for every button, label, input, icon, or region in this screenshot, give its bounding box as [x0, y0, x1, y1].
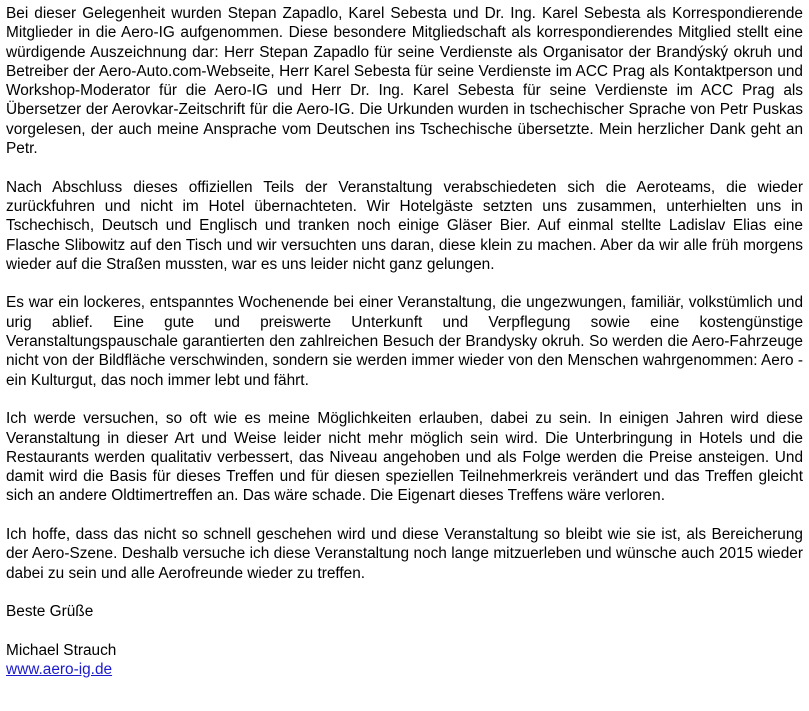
paragraph-weekend-summary: Es war ein lockeres, entspanntes Wochenende bei einer Veranstaltung, die ungezwungen, familiär, volkstümlich und urig ablief. Eine gute und preiswerte Unterkunft und Verpflegung sowie eine kostengünstige Veranstaltungspauschale garantierten den zahlreichen Besuch der Brandysky okruh. So werden die Aero-Fahrzeuge nicht von der Bildfläche verschwinden, sondern sie werden immer wieder von den Menschen wahrgenommen: Aero - ein Kulturgut, das noch immer lebt und fährt.: [6, 294, 803, 389]
paragraph-future-outlook: Ich werde versuchen, so oft wie es meine Möglichkeiten erlauben, dabei zu sein. In einigen Jahren wird diese Veranstaltung in dieser Art und Weise leider nicht mehr möglich sein wird. Die Unterbringung in Hotels und die Restaurants werden qualitativ verbessert, das Niveau angehoben und als Folge werden die Preise ansteigen. Und damit wird die Basis für dieses Treffen und für diesen speziellen Teilnehmerkreis verändert und das Treffen gleicht sich an andere Oldtimertreffen an. Das wäre schade. Die Eigenart dieses Treffens wäre verloren.: [6, 410, 803, 505]
signature-website-link[interactable]: www.aero-ig.de: [6, 661, 113, 679]
document-body: [6, 4, 803, 679]
paragraph-evening-gathering: Nach Abschluss dieses offiziellen Teils der Veranstaltung verabschiedeten sich die Aeroteams, die wieder zurückfuhren und nicht im Hotel übernachteten. Wir Hotelgäste setzten uns zusammen, unterhielten uns in Tschechisch, Deutsch und Englisch und tranken noch einige Gläser Bier. Auf einmal stellte Ladislav Elias eine Flasche Slibowitz auf den Tisch und wir versuchten uns daran, diese klein zu machen. Aber da wir alle früh morgens wieder auf die Straßen mussten, war es uns leider nicht ganz gelungen.: [6, 178, 803, 273]
paragraph-closing-wish: Ich hoffe, dass das nicht so schnell geschehen wird und diese Veranstaltung so bleibt wie sie ist, als Bereicherung der Aero-Szene. Deshalb versuche ich diese Veranstaltung noch lange mitzuerleben und wünsche auch 2015 wieder dabei zu sein und alle Aerofreunde wieder zu treffen.: [6, 526, 803, 582]
closing-greeting: Beste Grüße: [6, 603, 94, 621]
signature-name: Michael Strauch: [6, 641, 117, 659]
paragraph-honorary-members: Bei dieser Gelegenheit wurden Stepan Zapadlo, Karel Sebesta und Dr. Ing. Karel Sebesta als Korrespondierende Mitglieder in die Aero-IG aufgenommen. Diese besondere Mitgliedschaft als korrespondierendes Mitglied stellt eine würdigende Auszeichnung dar: Herr Stepan Zapadlo für seine Verdienste als Organisator der Brandýský okruh und Betreiber der Aero-Auto.com-Webseite, Herr Karel Sebesta für seine Verdienste im ACC Prag als Kontaktperson und Workshop-Moderator für die Aero-IG und Herr Dr. Ing. Karel Sebesta für seine Verdienste im ACC Prag als Übersetzer der Aerovkar-Zeitschrift für die Aero-IG. Die Urkunden wurden in tschechischer Sprache von Petr Puskas vorgelesen, der auch meine Ansprache vom Deutschen ins Tschechische übersetzte. Mein herzlicher Dank geht an Petr.: [6, 5, 803, 158]
